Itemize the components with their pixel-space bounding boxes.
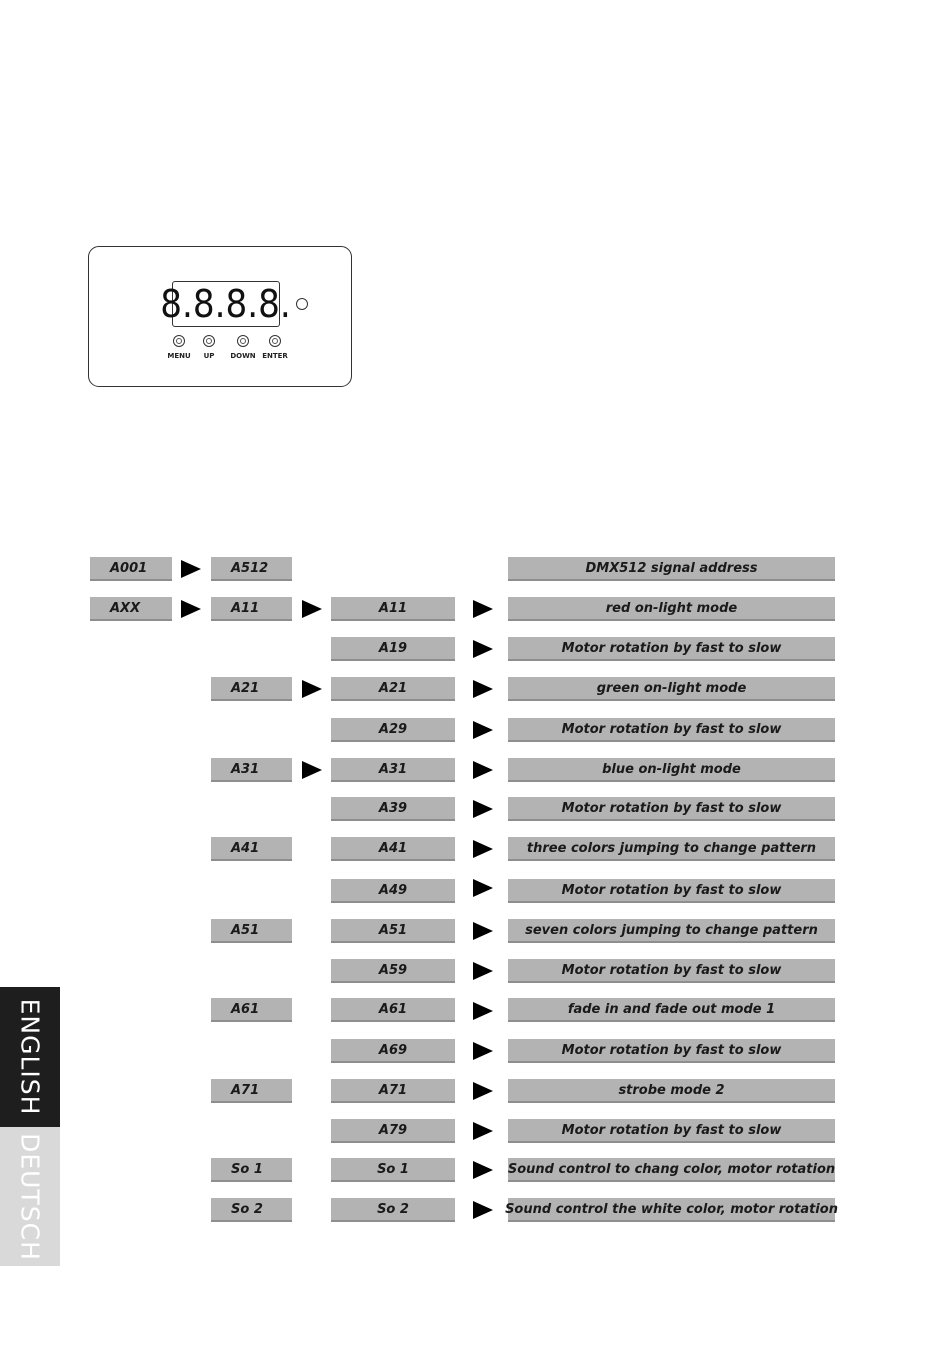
arrow-right-icon bbox=[473, 1201, 493, 1219]
down-button[interactable] bbox=[237, 335, 249, 347]
menu-cell: A512 bbox=[211, 557, 292, 581]
control-panel bbox=[88, 246, 352, 387]
menu-cell: A51 bbox=[211, 919, 292, 943]
menu-description: Motor rotation by fast to slow bbox=[508, 797, 835, 821]
menu-cell: A001 bbox=[90, 557, 172, 581]
arrow-right-icon bbox=[181, 560, 201, 578]
menu-cell: A61 bbox=[211, 998, 292, 1022]
menu-description: DMX512 signal address bbox=[508, 557, 835, 581]
menu-cell: A41 bbox=[331, 837, 455, 861]
tab-english[interactable] bbox=[0, 987, 60, 1127]
display-digits: 8.8.8.8. bbox=[160, 282, 292, 326]
arrow-right-icon bbox=[473, 640, 493, 658]
tab-deutsch-label: DEUTSCH bbox=[15, 1132, 45, 1261]
menu-cell: A39 bbox=[331, 797, 455, 821]
menu-description: Motor rotation by fast to slow bbox=[508, 718, 835, 742]
menu-description: blue on-light mode bbox=[508, 758, 835, 782]
up-button-label: UP bbox=[203, 352, 215, 360]
menu-description: three colors jumping to change pattern bbox=[508, 837, 835, 861]
menu-cell: So 2 bbox=[211, 1198, 292, 1222]
arrow-right-icon bbox=[473, 879, 493, 897]
menu-cell: A69 bbox=[331, 1039, 455, 1063]
arrow-right-icon bbox=[473, 680, 493, 698]
menu-cell: A41 bbox=[211, 837, 292, 861]
arrow-right-icon bbox=[473, 1042, 493, 1060]
menu-button[interactable] bbox=[173, 335, 185, 347]
menu-cell: A71 bbox=[211, 1079, 292, 1103]
menu-cell: A51 bbox=[331, 919, 455, 943]
enter-button[interactable] bbox=[269, 335, 281, 347]
menu-button-label: MENU bbox=[167, 352, 191, 360]
menu-description: Sound control to chang color, motor rotation bbox=[508, 1158, 835, 1182]
menu-cell: A79 bbox=[331, 1119, 455, 1143]
tab-english-label: ENGLISH bbox=[15, 998, 45, 1116]
arrow-right-icon bbox=[473, 962, 493, 980]
menu-cell: A29 bbox=[331, 718, 455, 742]
arrow-right-icon bbox=[181, 600, 201, 618]
enter-button-label: ENTER bbox=[262, 352, 288, 360]
ir-sensor-icon bbox=[296, 298, 308, 310]
menu-cell: So 1 bbox=[331, 1158, 455, 1182]
menu-description: seven colors jumping to change pattern bbox=[508, 919, 835, 943]
menu-cell: A71 bbox=[331, 1079, 455, 1103]
arrow-right-icon bbox=[473, 761, 493, 779]
down-button-label: DOWN bbox=[230, 352, 256, 360]
arrow-right-icon bbox=[473, 721, 493, 739]
menu-description: Motor rotation by fast to slow bbox=[508, 879, 835, 903]
menu-cell: A59 bbox=[331, 959, 455, 983]
menu-cell: A21 bbox=[331, 677, 455, 701]
arrow-right-icon bbox=[302, 600, 322, 618]
arrow-right-icon bbox=[473, 1002, 493, 1020]
menu-description: Motor rotation by fast to slow bbox=[508, 959, 835, 983]
arrow-right-icon bbox=[473, 600, 493, 618]
menu-description: Motor rotation by fast to slow bbox=[508, 637, 835, 661]
menu-description: Sound control the white color, motor rotation bbox=[508, 1198, 835, 1222]
arrow-right-icon bbox=[302, 761, 322, 779]
arrow-right-icon bbox=[473, 922, 493, 940]
menu-description: red on-light mode bbox=[508, 597, 835, 621]
menu-cell: A49 bbox=[331, 879, 455, 903]
arrow-right-icon bbox=[302, 680, 322, 698]
menu-cell: A31 bbox=[211, 758, 292, 782]
up-button[interactable] bbox=[203, 335, 215, 347]
arrow-right-icon bbox=[473, 1161, 493, 1179]
menu-cell: A21 bbox=[211, 677, 292, 701]
menu-description: strobe mode 2 bbox=[508, 1079, 835, 1103]
menu-description: fade in and fade out mode 1 bbox=[508, 998, 835, 1022]
arrow-right-icon bbox=[473, 800, 493, 818]
menu-description: Motor rotation by fast to slow bbox=[508, 1119, 835, 1143]
menu-cell: A31 bbox=[331, 758, 455, 782]
menu-cell: A19 bbox=[331, 637, 455, 661]
menu-cell: AXX bbox=[90, 597, 172, 621]
led-display bbox=[160, 281, 292, 327]
tab-deutsch[interactable] bbox=[0, 1127, 60, 1266]
arrow-right-icon bbox=[473, 1082, 493, 1100]
menu-cell: So 2 bbox=[331, 1198, 455, 1222]
menu-description: green on-light mode bbox=[508, 677, 835, 701]
menu-cell: So 1 bbox=[211, 1158, 292, 1182]
arrow-right-icon bbox=[473, 1122, 493, 1140]
arrow-right-icon bbox=[473, 840, 493, 858]
menu-cell: A11 bbox=[211, 597, 292, 621]
menu-cell: A11 bbox=[331, 597, 455, 621]
menu-description: Motor rotation by fast to slow bbox=[508, 1039, 835, 1063]
menu-cell: A61 bbox=[331, 998, 455, 1022]
